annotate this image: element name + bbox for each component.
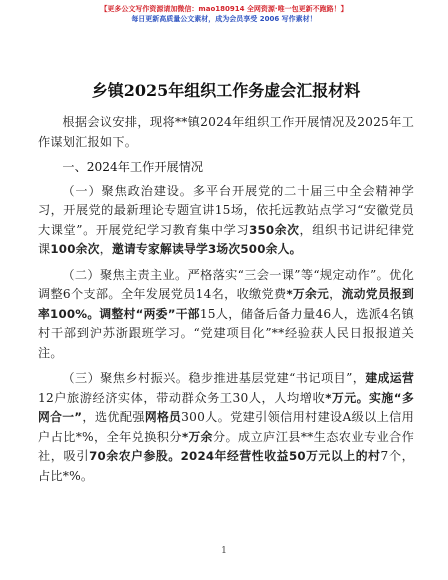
text-run: ， xyxy=(99,242,112,256)
text-run: （一）聚焦政治建设。多平台开展党的二十届三中全会精神学习，开展党的最新理论专题宣讲15场，依托远教站点学习“安徽党员大课堂”。开展党纪学习教育集中学习 xyxy=(38,183,414,237)
bold-run: 网格员 xyxy=(144,410,182,424)
bold-run: 流动党员报到率100%。调整村“两委”干部 xyxy=(38,287,414,321)
paragraph-political-building xyxy=(38,182,414,260)
bold-run: *万余 xyxy=(181,429,213,444)
bold-run: *万余元 xyxy=(286,287,330,301)
bold-run: 350余次 xyxy=(249,222,300,237)
promo-banner-line2: 每日更新高质量公文素材，成为会员享受 2006 写作素材！ xyxy=(131,15,317,23)
document-title: 乡镇2025年组织工作务虚会汇报材料 xyxy=(91,81,361,100)
bold-run: *万元。实施“多网合一” xyxy=(38,390,414,424)
text-run: ，组织书记讲纪律党课 xyxy=(38,222,414,256)
bold-run: 邀请专家解读导学3场次500余人。 xyxy=(112,242,302,256)
bold-run: 100余次 xyxy=(50,242,100,256)
bold-run: 70余农户参股。2024年经营性收益50万元以上的村 xyxy=(89,449,381,463)
text-run: 7个，占比*%。 xyxy=(38,449,414,483)
text-run: ， xyxy=(329,287,342,301)
text-run: （三）聚焦乡村振兴。稳步推进基层党建“书记项目”， xyxy=(62,371,366,385)
page-number: 1 xyxy=(221,546,227,556)
document-page xyxy=(38,80,414,486)
promo-banner-line1: 【更多公文写作资源请加微信：mao180914 全网资源·唯一包更新不跑路！】 xyxy=(100,5,348,13)
intro-paragraph: 根据会议安排，现将**镇2024年组织工作开展情况及2025年工作谋划汇报如下。 xyxy=(38,115,414,149)
bold-run: 建成运营 xyxy=(365,371,414,385)
text-run: 分。成立庐江县**生态农业专业合作社，吸引 xyxy=(38,429,414,463)
promo-banner xyxy=(0,4,448,24)
text-run: （二）聚焦主责主业。严格落实“三会一课”等“规定动作”。优化调整6个支部。全年发展党员14名，收缴党费 xyxy=(38,267,414,301)
section-heading-1: 一、2024年工作开展情况 xyxy=(62,160,204,174)
text-run: 300人。党建引领信用村建设A级以上信用户占比*%，全年兑换积分 xyxy=(38,410,414,444)
paragraph-rural-revitalization xyxy=(38,369,414,486)
text-run: 15人，储备后备力量46人，选派4名镇村干部到沪苏浙跟班学习。“党建项目化”**经验获人民日报报道关注。 xyxy=(38,306,414,360)
text-run: 12户旅游经济实体，带动群众务工30人，人均增收 xyxy=(38,390,326,405)
paragraph-main-duty xyxy=(38,266,414,364)
text-run: ，选优配强 xyxy=(82,410,145,424)
